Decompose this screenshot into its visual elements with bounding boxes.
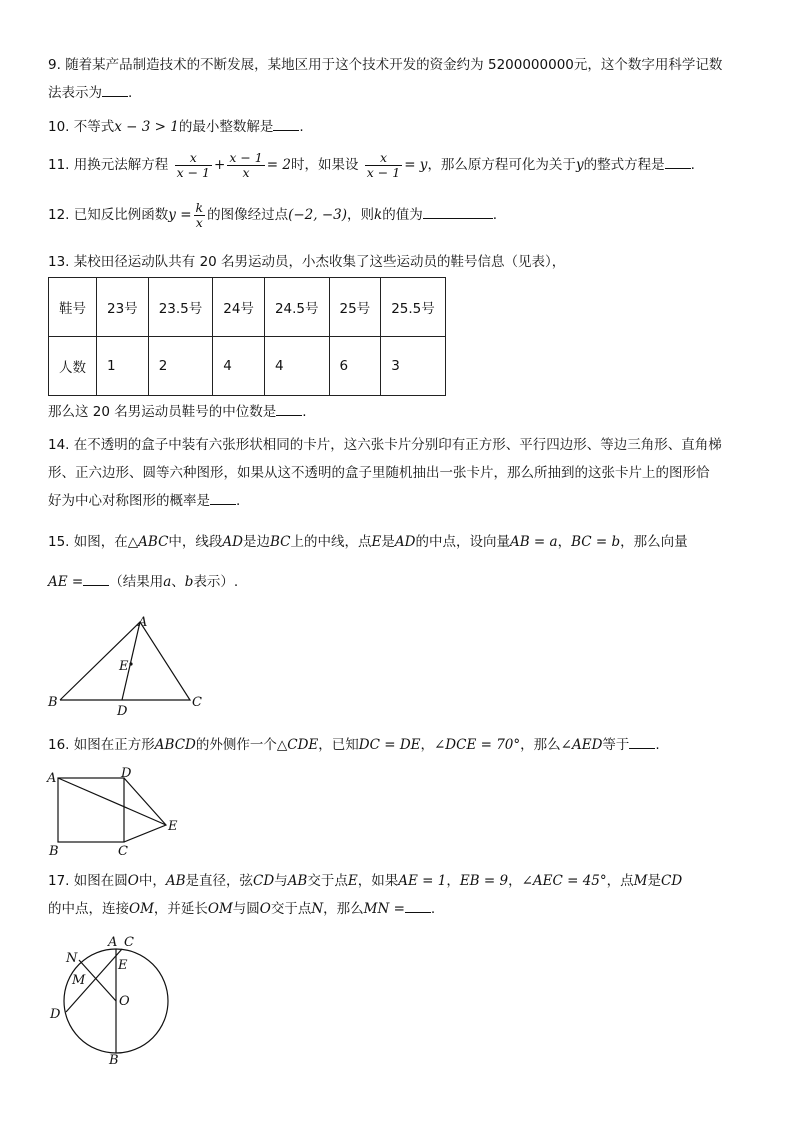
q15-number: 15. <box>48 534 70 550</box>
question-13 <box>48 248 748 276</box>
q9-number: 9. <box>48 57 61 73</box>
table-cell: 4 <box>213 337 265 396</box>
q11-fraction-1 <box>175 151 212 180</box>
q15-ad2: AD <box>394 534 416 550</box>
q17-line2a: 的中点，连接 <box>48 901 129 917</box>
q16-abcd: ABCD <box>154 737 196 753</box>
q17-n: N <box>311 901 324 917</box>
q17-t3: 是直径，弦 <box>185 873 254 889</box>
q17-line2c: 与圆 <box>232 901 260 917</box>
q13-text: 某校田径运动队共有 20 名男运动员，小杰收集了这些运动员的鞋号信息（见表）， <box>73 254 566 270</box>
q16-t1: 如图在正方形 <box>73 737 155 753</box>
q16-t3: ，已知 <box>318 737 359 753</box>
q15-dun: 、 <box>171 574 185 590</box>
table-cell: 4 <box>264 337 329 396</box>
q9-answer-blank[interactable] <box>102 82 128 97</box>
q16-t6: 等于 <box>602 737 630 753</box>
q15-t3: 是边 <box>243 534 270 550</box>
circle-o-figure <box>44 932 184 1068</box>
question-14 <box>48 431 748 515</box>
q11-f2-denominator: x <box>242 164 250 180</box>
q10-period: . <box>299 119 304 135</box>
q15-vector-bc: BC = b <box>571 534 621 550</box>
q16-t4: ， <box>420 737 434 753</box>
q17-t10: 是 <box>647 873 661 889</box>
q17-o: O <box>127 873 139 889</box>
q14-line2: 形、正六边形、圆等六种图形，如果从这不透明的盒子里随机抽出一张卡片，那么所抽到的这张卡片上的图形恰 <box>48 465 710 481</box>
table-cell: 6 <box>329 337 381 396</box>
q16-angle: ∠AED <box>560 737 603 753</box>
q17-t1: 如图在圆 <box>73 873 128 889</box>
q11-f2-numerator: x − 1 <box>229 149 263 165</box>
q16-number: 16. <box>48 737 70 753</box>
question-17 <box>48 867 748 923</box>
fig17-label-o: O <box>119 994 130 1009</box>
q12-post2: 的值为 <box>382 207 423 223</box>
q15-sep: ， <box>557 534 572 550</box>
fig17-label-n: N <box>66 951 78 966</box>
q12-answer-blank[interactable] <box>423 204 493 219</box>
q17-number: 17. <box>48 873 70 889</box>
q9-text-line1: 随着某产品制造技术的不断发展，某地区用于这个技术开发的资金约为 5200000000元，这个数字用科学记数 <box>65 57 723 73</box>
fig16-label-b: B <box>49 844 59 859</box>
q17-t5: 交于点 <box>307 873 348 889</box>
q15-t5: 是 <box>381 534 395 550</box>
table-cell: 2 <box>148 337 213 396</box>
q11-post1: ，那么原方程可化为关于 <box>427 157 576 173</box>
q12-period: . <box>492 207 497 223</box>
q17-om: OM <box>129 901 154 917</box>
q11-f3-denominator: x − 1 <box>366 164 401 180</box>
q9-text-line2: 法表示为 <box>48 85 102 101</box>
q17-t8: ， <box>508 873 522 889</box>
q15-ad: AD <box>222 534 243 550</box>
q15-va: a <box>163 574 172 590</box>
fig17-label-c: C <box>124 935 134 950</box>
q13-period: . <box>302 404 307 420</box>
q17-t4: 与 <box>274 873 288 889</box>
table-cell: 23.5号 <box>148 278 213 337</box>
q14-period: . <box>236 493 241 509</box>
q17-answer-blank[interactable] <box>405 898 431 913</box>
q11-number: 11. <box>48 157 70 173</box>
q17-t9: ，点 <box>606 873 634 889</box>
q15-t2: 中，线段 <box>168 534 223 550</box>
q11-period: . <box>690 157 695 173</box>
q10-post: 的最小整数解是 <box>178 119 274 135</box>
q16-cde: CDE <box>287 737 319 753</box>
fig15-label-e: E <box>119 659 129 674</box>
table-cell: 1 <box>97 337 149 396</box>
q15-vb: b <box>184 574 194 590</box>
q10-answer-blank[interactable] <box>273 116 299 131</box>
q17-c2: EB = 9 <box>459 873 509 889</box>
q15-answer-blank[interactable] <box>83 571 109 586</box>
q17-t2: 中， <box>138 873 166 889</box>
q17-om2: OM <box>207 901 233 917</box>
q11-f3-numerator: x <box>365 151 402 166</box>
q12-var-k: k <box>374 207 383 223</box>
table-cell: 人数 <box>49 337 97 396</box>
q16-answer-blank[interactable] <box>629 734 655 749</box>
question-12 <box>48 198 748 232</box>
q16-cond1: DC = DE <box>358 737 421 753</box>
square-abcd-outline <box>58 778 124 842</box>
q15-vector-ab: AB = a <box>509 534 558 550</box>
q17-mn: MN = <box>363 901 405 917</box>
q12-number: 12. <box>48 207 70 223</box>
fig15-label-b: B <box>48 695 58 710</box>
q11-plus: + <box>214 157 226 173</box>
fig17-label-a: A <box>108 935 118 950</box>
table-cell: 24号 <box>213 278 265 337</box>
q11-pre: 用换元法解方程 <box>73 157 169 173</box>
square-abcd-figure <box>44 764 194 860</box>
q17-c1: AE = 1 <box>398 873 447 889</box>
segment-ae <box>58 778 166 825</box>
q11-post2: 的整式方程是 <box>583 157 665 173</box>
question-10 <box>48 113 748 141</box>
q17-line2d: 交于点 <box>270 901 312 917</box>
q17-e: E <box>347 873 358 889</box>
q10-pre: 不等式 <box>73 119 115 135</box>
q15-bc: BC <box>270 534 291 550</box>
q14-line1: 在不透明的盒子中装有六张形状相同的卡片，这六张卡片分别印有正方形、平行四边形、等边三角形、直角梯 <box>73 437 722 453</box>
q15-t9: 表示）. <box>193 574 239 590</box>
table-cell: 24.5号 <box>264 278 329 337</box>
q12-pre: 已知反比例函数 <box>73 207 169 223</box>
fig17-label-m: M <box>72 973 86 988</box>
q15-t7: ，那么向量 <box>620 534 688 550</box>
q17-period: . <box>430 901 436 917</box>
q15-t6: 的中点，设向量 <box>415 534 510 550</box>
q15-e: E <box>371 534 382 550</box>
q11-equals-y: = y <box>404 157 428 173</box>
fig17-label-b: B <box>109 1053 119 1068</box>
q13-answer-blank[interactable] <box>276 401 302 416</box>
q12-fraction <box>194 201 206 230</box>
q12-point: (−2, −3) <box>288 207 348 223</box>
q12-lhs: y = <box>168 207 192 223</box>
fig16-label-d: D <box>121 766 132 781</box>
fig16-label-a: A <box>47 771 57 786</box>
q12-mid: 的图像经过点 <box>207 207 289 223</box>
table-cell: 25号 <box>329 278 381 337</box>
triangle-abc-figure <box>44 612 214 722</box>
q11-mid: 时，如果设 <box>290 157 359 173</box>
q16-cond2: ∠DCE = 70° <box>434 737 521 753</box>
table-cell: 3 <box>381 337 446 396</box>
q17-line2b: ，并延长 <box>153 901 208 917</box>
q12-numerator: k <box>195 199 204 215</box>
question-13-followup <box>48 398 748 426</box>
q13-after: 那么这 20 名男运动员鞋号的中位数是 <box>48 404 277 420</box>
q11-var-y: y <box>575 157 584 173</box>
question-11 <box>48 148 748 182</box>
q17-cd: CD <box>253 873 275 889</box>
q17-cd2: CD <box>660 873 683 889</box>
q15-tri: ABC <box>138 534 169 550</box>
midpoint-e-dot <box>129 662 132 665</box>
q17-t7: ， <box>446 873 460 889</box>
q15-t8: （结果用 <box>109 574 164 590</box>
table-cell: 25.5号 <box>381 278 446 337</box>
fig15-label-a: A <box>138 615 148 630</box>
question-15 <box>48 529 748 597</box>
q14-answer-blank[interactable] <box>210 490 236 505</box>
q17-ab: AB <box>165 873 186 889</box>
q14-line3: 好为中心对称图形的概率是 <box>48 493 210 509</box>
q11-equals: = 2 <box>266 157 291 173</box>
q13-number: 13. <box>48 254 70 270</box>
q16-t5: ，那么 <box>520 737 561 753</box>
q17-line2e: ，那么 <box>323 901 364 917</box>
q11-fraction-3 <box>365 151 402 180</box>
table-row <box>49 337 446 396</box>
fig16-label-e: E <box>168 819 178 834</box>
q11-f1-numerator: x <box>175 151 212 166</box>
q16-period: . <box>655 737 660 753</box>
q17-t6: ，如果 <box>357 873 399 889</box>
q17-m: M <box>633 873 648 889</box>
q15-t4: 上的中线，点 <box>290 534 372 550</box>
q17-o2: O <box>259 901 271 917</box>
q11-f1-denominator: x − 1 <box>176 164 211 180</box>
table-cell: 鞋号 <box>49 278 97 337</box>
fig15-label-c: C <box>192 695 202 710</box>
table-cell: 23号 <box>97 278 149 337</box>
fig17-label-e: E <box>118 958 128 973</box>
q12-post1: ，则 <box>347 207 375 223</box>
q15-vector-ae: AE = <box>48 574 84 590</box>
q15-t1: 如图，在 <box>73 534 128 550</box>
q10-number: 10. <box>48 119 70 135</box>
question-16 <box>48 731 748 759</box>
q14-number: 14. <box>48 437 70 453</box>
q9-period: . <box>128 85 133 101</box>
fig17-label-d: D <box>50 1007 61 1022</box>
shoe-size-table <box>48 277 446 396</box>
q16-t2: 的外侧作一个 <box>195 737 277 753</box>
question-9 <box>48 51 748 107</box>
q11-answer-blank[interactable] <box>665 154 691 169</box>
q11-fraction-2 <box>227 151 264 180</box>
q12-denominator: x <box>195 214 203 230</box>
q16-triangle-symbol: △ <box>276 737 288 753</box>
q17-ab2: AB <box>287 873 308 889</box>
fig16-label-c: C <box>118 844 128 859</box>
q10-inequality: x − 3 > 1 <box>114 119 179 135</box>
q15-triangle-symbol: △ <box>127 534 139 550</box>
table-header-row <box>49 278 446 337</box>
q17-c3: ∠AEC = 45° <box>521 873 607 889</box>
fig15-label-d: D <box>117 704 128 719</box>
